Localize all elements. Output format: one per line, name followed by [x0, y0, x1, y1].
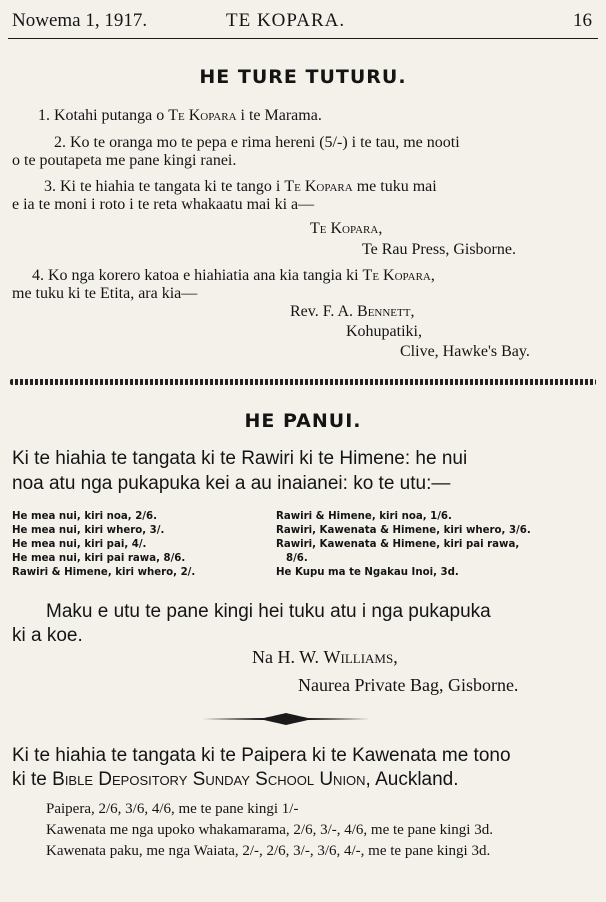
editor-name: Rev. F. A. Bennett, [290, 303, 415, 320]
ture-item-3-line-1: 3. Ki te hiahia te tangata ki te tango i Te Kopara me tuku mai [44, 178, 437, 195]
dotted-divider [10, 379, 596, 385]
ture-item-1: 1. Kotahi putanga o Te Kopara i te Marama. [38, 107, 322, 124]
postage-line-2: ki a koe. [12, 625, 83, 646]
ture-item-2-line-2: o te poutapeta me pane kingi ranei. [12, 152, 237, 169]
signature-place: Naurea Private Bag, Gisborne. [298, 675, 519, 695]
list-item: He mea nui, kiri noa, 2/6. [12, 511, 157, 522]
header-rule [8, 38, 598, 39]
header-title: TE KOPARA. [226, 10, 346, 31]
list-item: Rawiri, Kawenata & Himene, kiri whero, 3/6. [276, 525, 531, 536]
list-item: Rawiri & Himene, kiri noa, 1/6. [276, 511, 452, 522]
list-item: Paipera, 2/6, 3/6, 4/6, me te pane kingi 1/- [46, 801, 299, 817]
list-item: He mea nui, kiri whero, 3/. [12, 525, 165, 536]
list-item: Rawiri, Kawenata & Himene, kiri pai rawa, [276, 539, 520, 550]
address-name: Te Kopara, [310, 220, 383, 237]
paper-name: Te Kopara [168, 107, 237, 124]
ture-item-4-line-2: me tuku ki te Etita, ara kia— [12, 285, 198, 302]
list-item: 8/6. [286, 553, 308, 564]
paper-name: Te Kopara, [362, 267, 435, 284]
list-item: Rawiri & Himene, kiri whero, 2/. [12, 567, 196, 578]
signature-name: Na H. W. Williams, [252, 647, 398, 667]
panui-intro-line-1: Ki te hiahia te tangata ki te Rawiri ki te Himene: he nui [12, 448, 468, 469]
list-item: Kawenata me nga upoko whakamarama, 2/6, 3/-, 4/6, me te pane kingi 3d. [46, 822, 493, 838]
page-number: 16 [573, 10, 592, 31]
ture-item-2-line-1: 2. Ko te oranga mo te pepa e rima hereni (5/-) i te tau, me nooti [54, 134, 460, 151]
page-header [12, 10, 594, 34]
postage-line-1: Maku e utu te pane kingi hei tuku atu i nga pukapuka [46, 601, 491, 622]
editor-place-1: Kohupatiki, [346, 323, 422, 340]
list-item: Kawenata paku, me nga Waiata, 2/-, 2/6, 3/-, 3/6, 4/-, me te pane kingi 3d. [46, 843, 491, 859]
ture-item-3-line-2: e ia te moni i roto i te reta whakaatu mai ki a— [12, 196, 315, 213]
ture-item-4-line-1: 4. Ko nga korero katoa e hiahiatia ana kia tangia ki Te Kopara, [32, 267, 435, 284]
header-date: Nowema 1, 1917. [12, 10, 148, 31]
paper-name: Te Kopara [284, 178, 353, 195]
ture-heading: HE TURE TUTURU. [199, 66, 407, 88]
panui-intro-line-2: noa atu nga pukapuka kei a au inaianei: ko te utu:— [12, 473, 451, 494]
paipera-intro-line-1: Ki te hiahia te tangata ki te Paipera ki te Kawenata me tono [12, 745, 511, 766]
paipera-list [12, 800, 598, 863]
list-item: He mea nui, kiri pai rawa, 8/6. [12, 553, 186, 564]
organisation-name: Bible Depository Sunday School Union, [52, 769, 371, 790]
address-place: Te Rau Press, Gisborne. [362, 241, 516, 258]
ornament-divider [202, 712, 370, 726]
panui-heading: HE PANUI. [244, 410, 362, 432]
list-item: He Kupu ma te Ngakau Inoi, 3d. [276, 567, 459, 578]
paipera-intro-line-2: ki te Bible Depository Sunday School Union, Auckland. [12, 769, 459, 790]
price-list-left [12, 510, 274, 580]
editor-place-2: Clive, Hawke's Bay. [400, 343, 530, 360]
list-item: He mea nui, kiri pai, 4/. [12, 539, 147, 550]
price-list-right [276, 510, 598, 580]
